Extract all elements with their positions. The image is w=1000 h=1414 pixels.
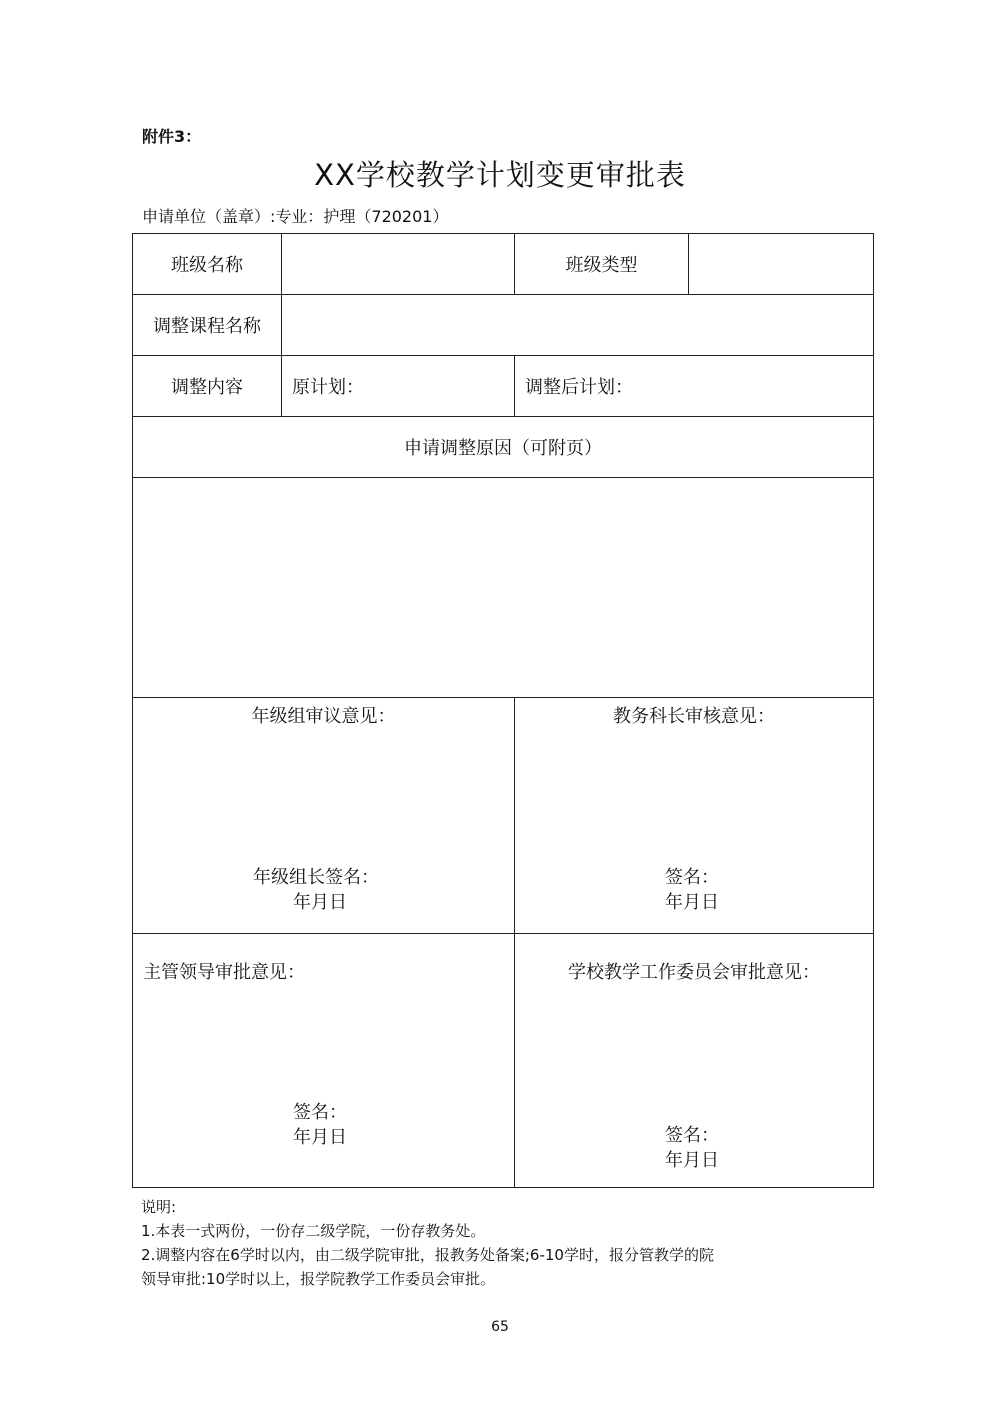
reason-body-row: [133, 478, 874, 698]
notes-section: [141, 1195, 714, 1291]
approval-row: [133, 934, 874, 1188]
course-name-label: 调整课程名称: [133, 295, 282, 356]
adjusted-plan-field[interactable]: 调整后计划：: [515, 356, 874, 417]
original-plan-field[interactable]: 原计划：: [282, 356, 515, 417]
notes-line-1: 1.本表一式两份，一份存二级学院，一份存教务处。: [141, 1222, 486, 1240]
adjust-content-label: 调整内容: [133, 356, 282, 417]
reason-header-row: [133, 417, 874, 478]
committee-opinion-label: 学校教学工作委员会审批意见：: [568, 962, 820, 983]
committee-opinion-cell[interactable]: [515, 934, 874, 1188]
grade-leader-sign-label: 年级组长签名：: [253, 867, 379, 888]
grade-group-opinion-label: 年级组审议意见：: [251, 706, 396, 727]
leader-opinion-label: 主管领导审批意见：: [143, 962, 305, 983]
reason-label: 申请调整原因（可附页）: [133, 417, 874, 478]
academic-chief-opinion-label: 教务科长审核意见：: [613, 706, 775, 727]
class-type-field[interactable]: [689, 234, 874, 295]
class-type-label: 班级类型: [515, 234, 689, 295]
leader-date-label: 年月日: [293, 1127, 347, 1148]
committee-sign-label: 签名：: [665, 1125, 719, 1146]
academic-sign-label: 签名：: [665, 867, 719, 888]
leader-sign-label: 签名：: [293, 1102, 347, 1123]
notes-heading: 说明:: [141, 1198, 177, 1216]
grade-group-opinion-cell[interactable]: [133, 698, 515, 934]
grade-date-label: 年月日: [293, 892, 347, 913]
leader-opinion-cell[interactable]: [133, 934, 515, 1188]
committee-date-label: 年月日: [665, 1150, 719, 1171]
reason-field[interactable]: [133, 478, 874, 698]
content-row: [133, 356, 874, 417]
approval-form-table: [132, 233, 874, 1188]
page-title: XX学校教学计划变更审批表: [314, 158, 686, 192]
academic-date-label: 年月日: [665, 892, 719, 913]
class-name-label: 班级名称: [133, 234, 282, 295]
applicant-unit-line: 申请单位（盖章）:专业：护理（720201）: [142, 207, 449, 226]
page-number: 65: [491, 1319, 509, 1335]
attachment-label: 附件3：: [142, 127, 202, 146]
review-row: [133, 698, 874, 934]
course-row: [133, 295, 874, 356]
class-name-field[interactable]: [282, 234, 515, 295]
notes-line-2: 2.调整内容在6学时以内，由二级学院审批，报教务处备案;6-10学时，报分管教学的院: [141, 1246, 714, 1264]
class-row: [133, 234, 874, 295]
notes-line-3: 领导审批:10学时以上，报学院教学工作委员会审批。: [141, 1270, 496, 1288]
course-name-field[interactable]: [282, 295, 874, 356]
academic-chief-opinion-cell[interactable]: [515, 698, 874, 934]
